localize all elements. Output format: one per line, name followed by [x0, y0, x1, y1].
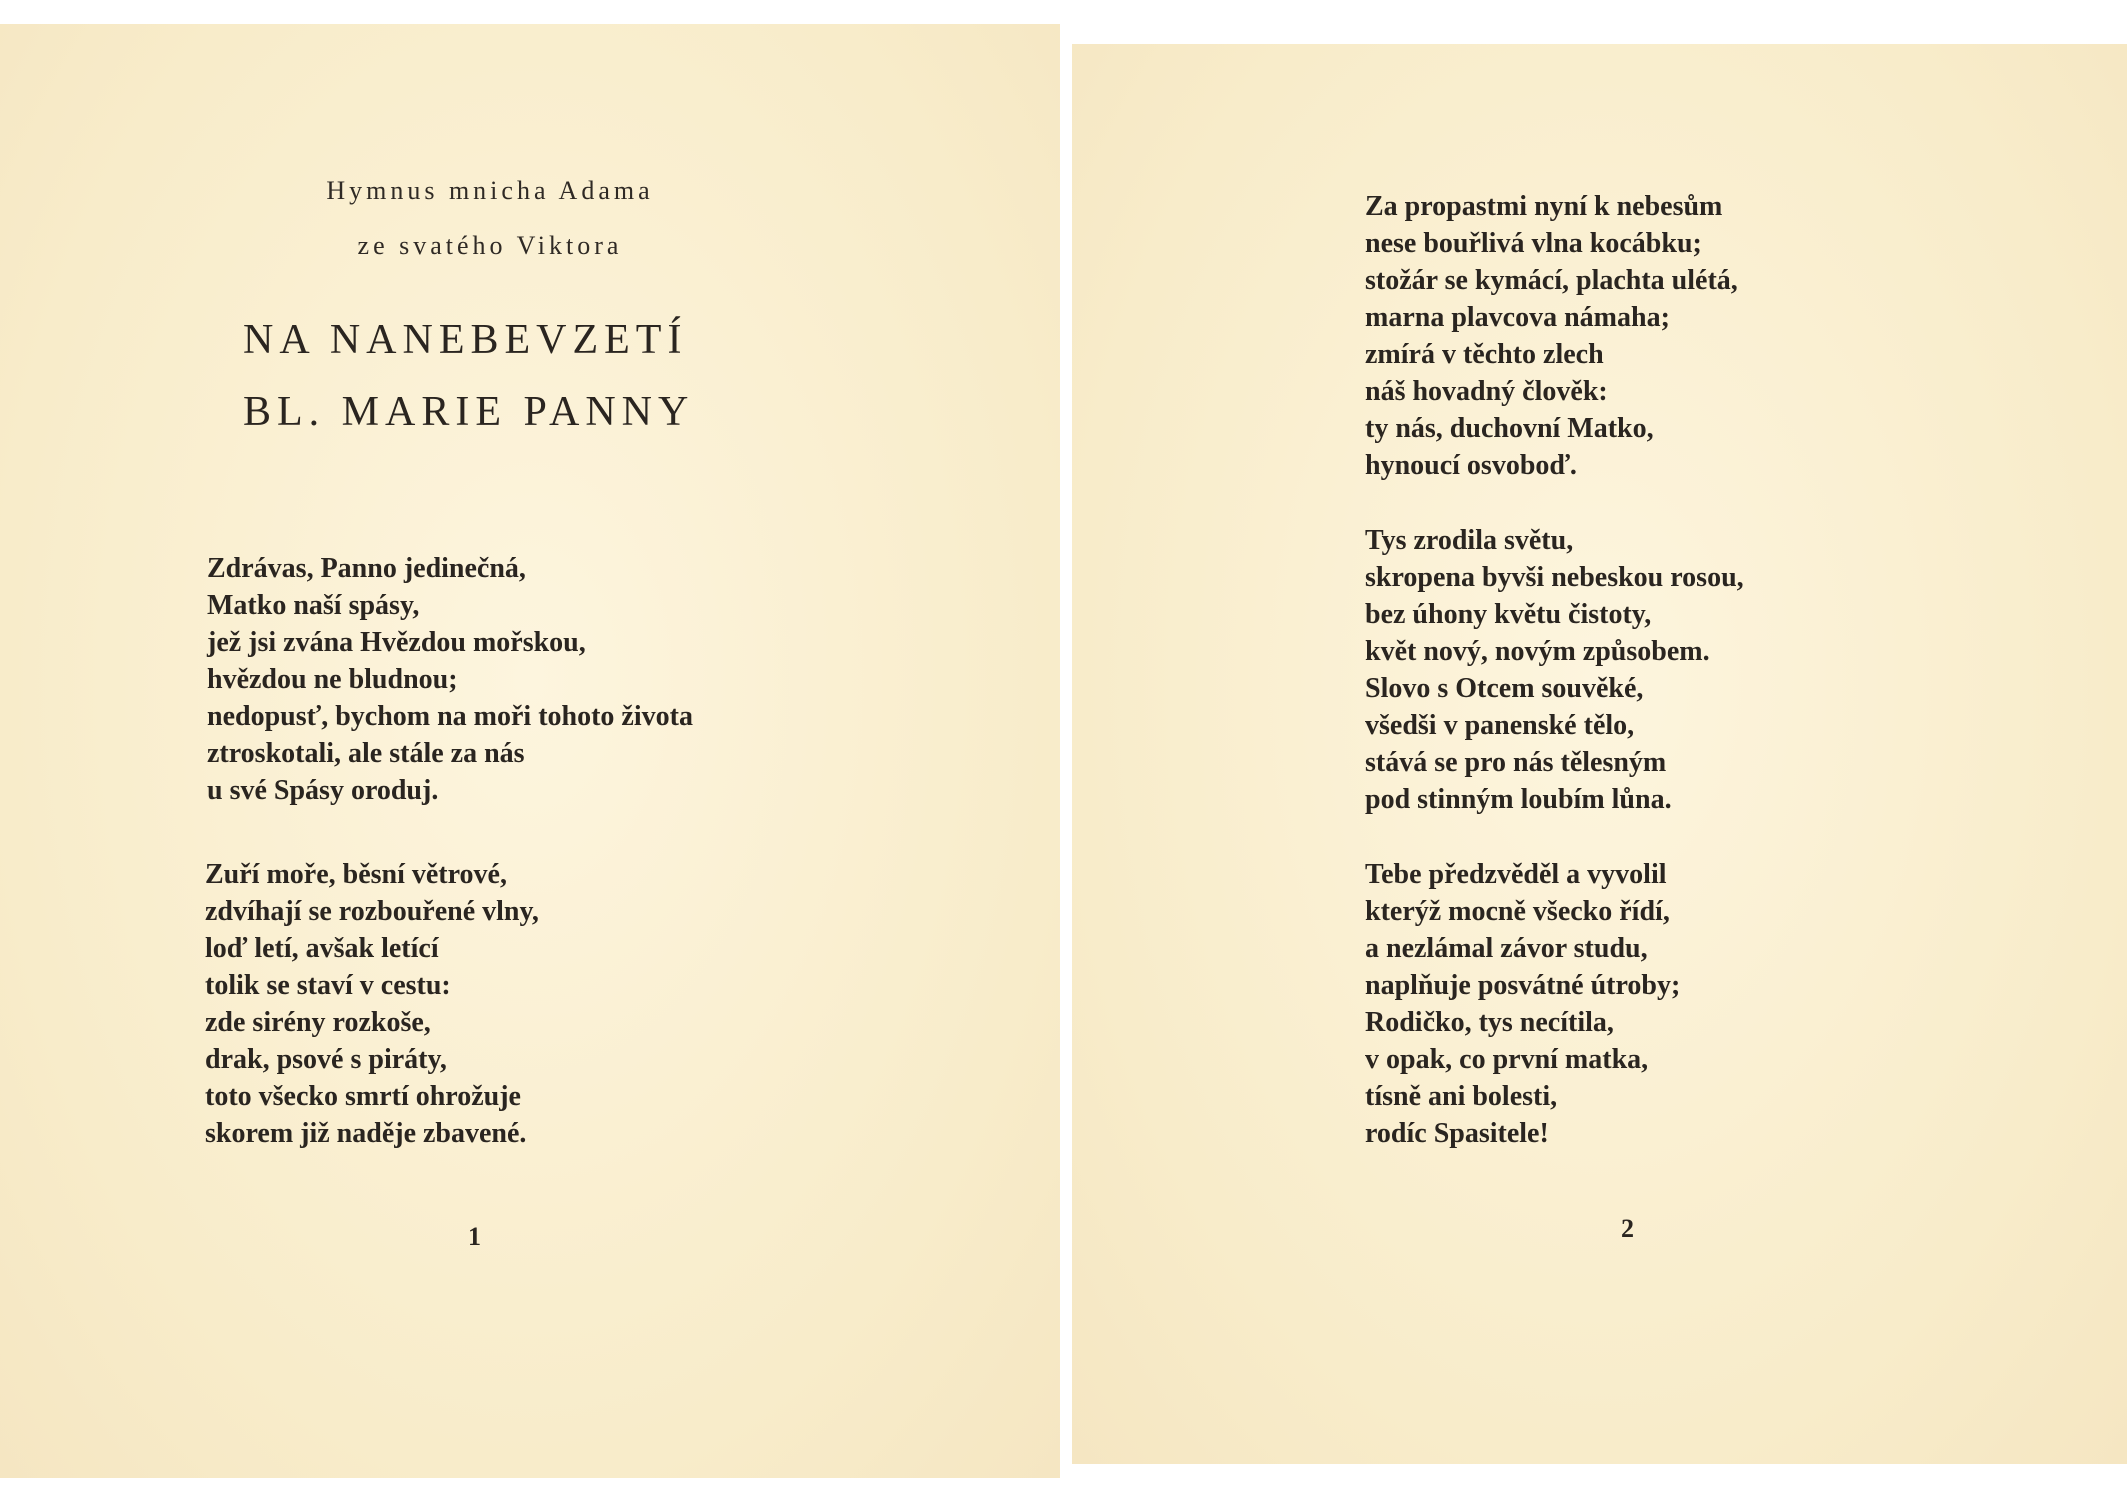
- verse-line: drak, psové s piráty,: [205, 1044, 447, 1075]
- verse-line: pod stinným loubím lůna.: [1365, 784, 1672, 815]
- verse-line: Slovo s Otcem souvěké,: [1365, 673, 1644, 704]
- verse-line: rodíc Spasitele!: [1365, 1118, 1549, 1149]
- verse-line: Rodičko, tys necítila,: [1365, 1007, 1614, 1038]
- verse-line: skropena byvši nebeskou rosou,: [1365, 562, 1744, 593]
- stanza-5: [1365, 856, 1680, 1152]
- verse-line: zmírá v těchto zlech: [1365, 339, 1604, 370]
- hymn-origin-line: ze svatého Viktora: [357, 231, 623, 260]
- hymn-author-line: Hymnus mnicha Adama: [326, 176, 654, 205]
- hymn-title-line-2: BL. MARIE PANNY: [243, 389, 695, 435]
- verse-line: u své Spásy oroduj.: [207, 775, 439, 806]
- verse-line: stává se pro nás tělesným: [1365, 747, 1667, 778]
- verse-line: náš hovadný člověk:: [1365, 376, 1608, 407]
- verse-line: všedši v panenské tělo,: [1365, 710, 1635, 741]
- verse-line: naplňuje posvátné útroby;: [1365, 970, 1681, 1001]
- verse-line: toto všecko smrtí ohrožuje: [205, 1081, 521, 1112]
- stanza-4: [1365, 522, 1744, 818]
- verse-line: Zuří moře, běsní větrové,: [205, 859, 507, 890]
- verse-line: Zdrávas, Panno jedinečná,: [207, 553, 526, 584]
- page-number: 2: [1621, 1214, 1634, 1243]
- verse-line: bez úhony květu čistoty,: [1365, 599, 1652, 630]
- verse-line: Matko naší spásy,: [207, 590, 420, 621]
- verse-line: hvězdou ne bludnou;: [207, 664, 458, 695]
- verse-line: tolik se staví v cestu:: [205, 970, 451, 1001]
- verse-line: ty nás, duchovní Matko,: [1365, 413, 1654, 444]
- verse-line: Tys zrodila světu,: [1365, 525, 1574, 556]
- verse-line: ztroskotali, ale stále za nás: [207, 738, 525, 769]
- verse-line: marna plavcova námaha;: [1365, 302, 1670, 333]
- verse-line: Tebe předzvěděl a vyvolil: [1365, 859, 1667, 890]
- verse-line: stožár se kymácí, plachta ulétá,: [1365, 265, 1738, 296]
- stanza-3: [1365, 188, 1738, 484]
- verse-line: v opak, co první matka,: [1365, 1044, 1649, 1075]
- stanza-2: [205, 856, 539, 1152]
- stanza-1: [207, 550, 693, 809]
- verse-line: hynoucí osvoboď.: [1365, 450, 1577, 481]
- hymn-title-line-1: NA NANEBEVZETÍ: [243, 317, 688, 363]
- verse-line: nedopusť, bychom na moři tohoto života: [207, 701, 693, 732]
- right-page: [1072, 44, 2127, 1464]
- page-number: 1: [468, 1222, 481, 1251]
- verse-line: a nezlámal závor studu,: [1365, 933, 1648, 964]
- verse-line: zde sirény rozkoše,: [205, 1007, 431, 1038]
- verse-line: tísně ani bolesti,: [1365, 1081, 1558, 1112]
- verse-line: zdvíhají se rozbouřené vlny,: [205, 896, 539, 927]
- verse-line: nese bouřlivá vlna kocábku;: [1365, 228, 1702, 259]
- left-page: [0, 24, 1060, 1478]
- verse-line: kterýž mocně všecko řídí,: [1365, 896, 1670, 927]
- verse-line: jež jsi zvána Hvězdou mořskou,: [207, 627, 586, 658]
- verse-line: skorem již naděje zbavené.: [205, 1118, 527, 1149]
- verse-line: loď letí, avšak letící: [205, 933, 439, 964]
- verse-line: Za propastmi nyní k nebesům: [1365, 191, 1723, 222]
- verse-line: květ nový, novým způsobem.: [1365, 636, 1710, 667]
